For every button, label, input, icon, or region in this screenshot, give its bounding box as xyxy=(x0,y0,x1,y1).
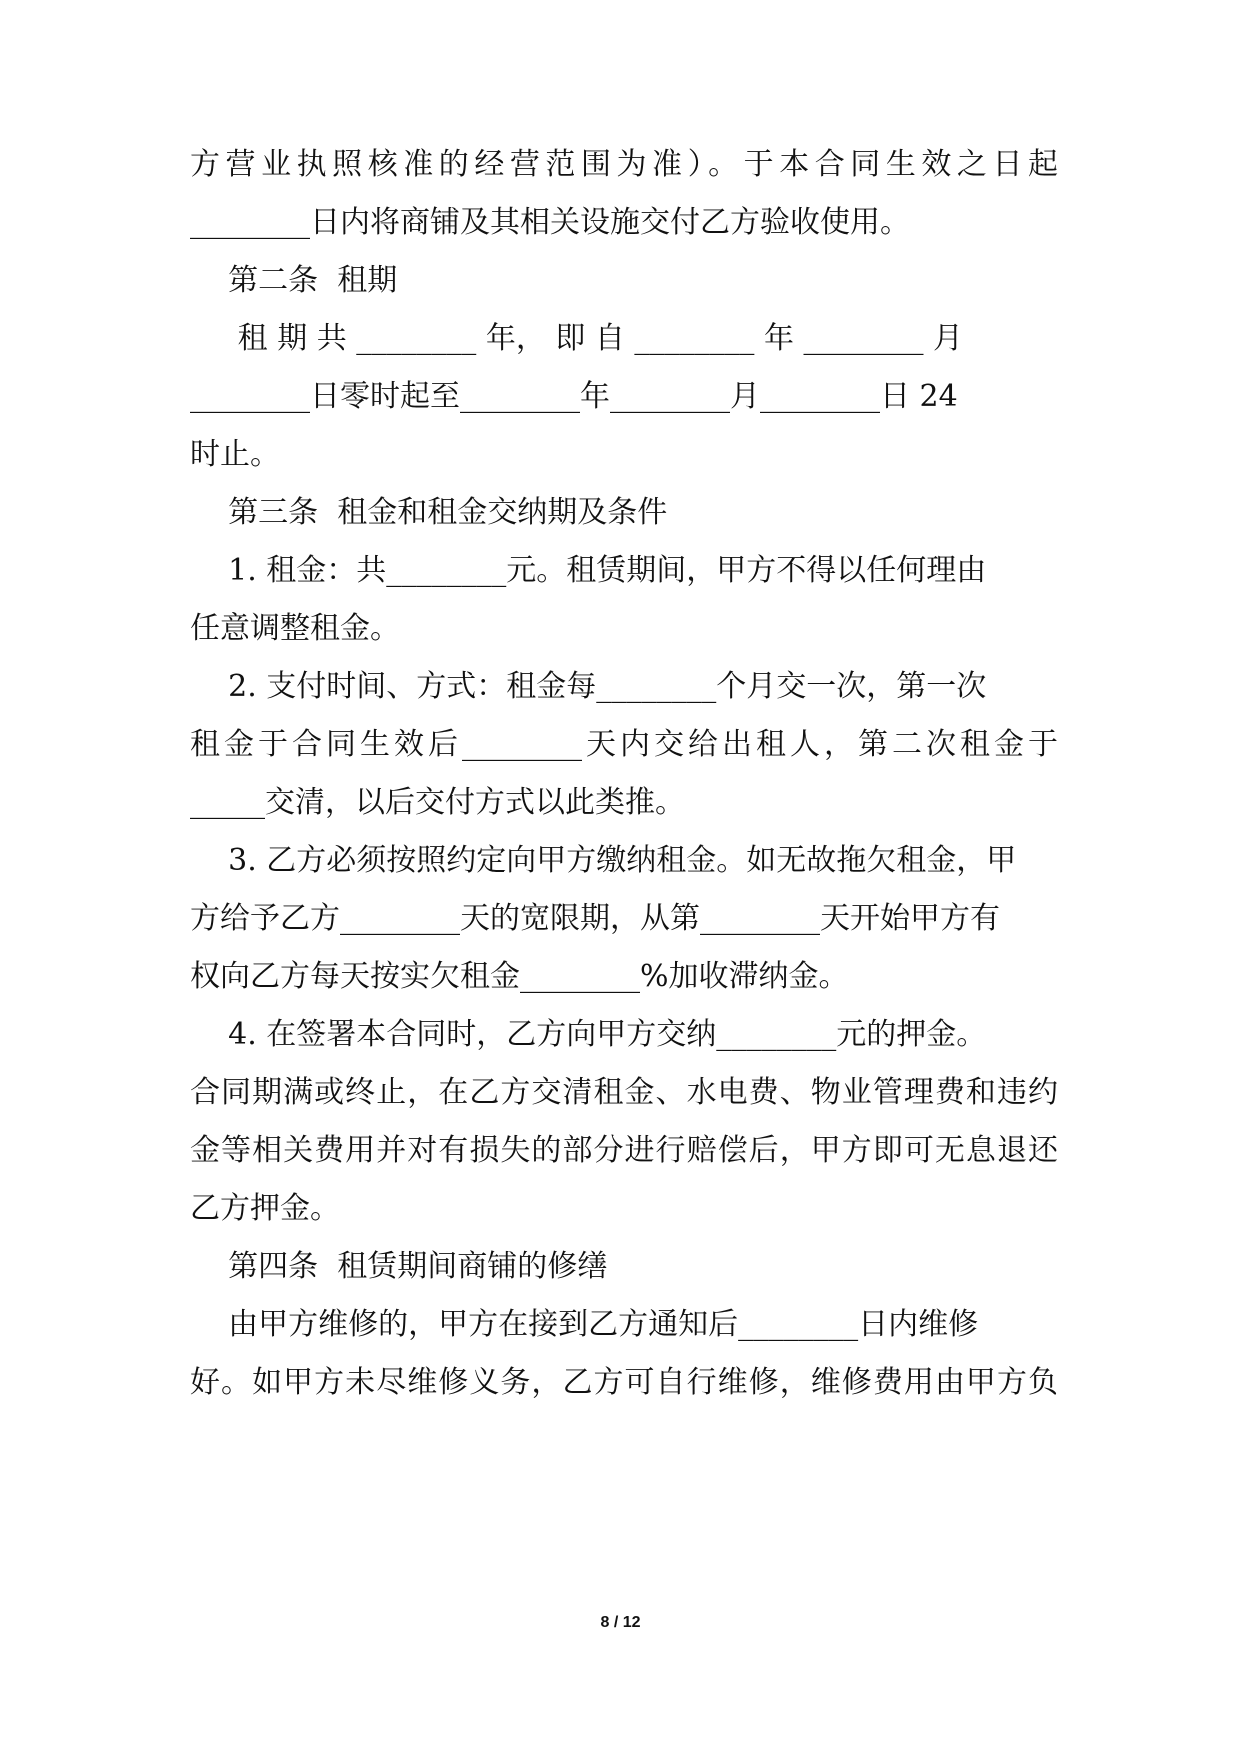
clause-heading: 第四条 租赁期间商铺的修缮 xyxy=(190,1249,608,1284)
clause-heading: 第三条 租金和租金交纳期及条件 xyxy=(190,495,668,530)
text-line: 好。如甲方未尽维修义务，乙方可自行维修，维修费用由甲方负 xyxy=(190,1365,1058,1400)
text-line: 方营业执照核准的经营范围为准）。于本合同生效之日起 xyxy=(190,147,1058,182)
text-line: 由甲方维修的，甲方在接到乙方通知后________日内维修 xyxy=(190,1307,979,1342)
text-line: 2. 支付时间、方式：租金每________个月交一次，第一次 xyxy=(190,669,987,704)
text-line: 乙方押金。 xyxy=(190,1191,340,1226)
text-line: 合同期满或终止，在乙方交清租金、水电费、物业管理费和违约 xyxy=(190,1075,1058,1110)
text-line: 租 期 共 ________ 年， 即 自 ________ 年 ________ 月 xyxy=(190,321,964,356)
text-line: 方给予乙方________天的宽限期，从第________天开始甲方有 xyxy=(190,901,1000,936)
text-line: 4. 在签署本合同时，乙方向甲方交纳________元的押金。 xyxy=(190,1017,987,1052)
text-line: ________日零时起至________年________月________日 24 xyxy=(190,379,958,414)
text-line: ________日内将商铺及其相关设施交付乙方验收使用。 xyxy=(190,205,910,240)
text-line: 3. 乙方必须按照约定向甲方缴纳租金。如无故拖欠租金，甲 xyxy=(190,843,1017,878)
text-line: 任意调整租金。 xyxy=(190,611,400,646)
text-line: 金等相关费用并对有损失的部分进行赔偿后，甲方即可无息退还 xyxy=(190,1133,1058,1168)
page-number: 8 / 12 xyxy=(600,1614,641,1631)
text-line: 1. 租金：共________元。租赁期间，甲方不得以任何理由 xyxy=(190,553,987,588)
text-line: _____交清，以后交付方式以此类推。 xyxy=(190,785,685,820)
text-line: 租金于合同生效后________天内交给出租人，第二次租金于 xyxy=(190,727,1058,762)
clause-heading: 第二条 租期 xyxy=(190,263,398,298)
text-line: 权向乙方每天按实欠租金________%加收滞纳金。 xyxy=(190,959,849,994)
text-line: 时止。 xyxy=(190,437,280,472)
